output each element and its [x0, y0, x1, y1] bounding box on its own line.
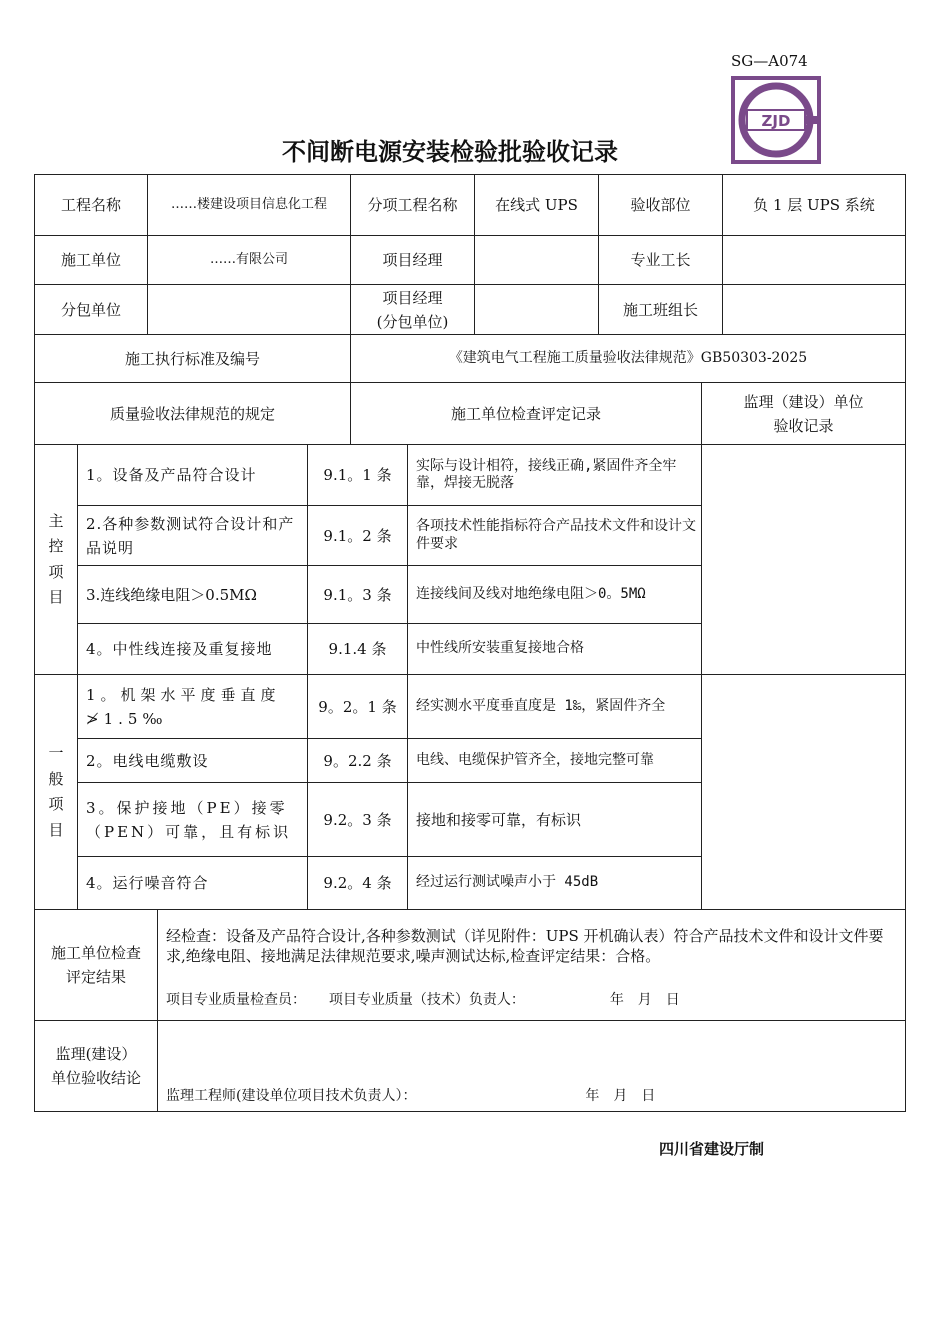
result-signature-row — [166, 991, 897, 1010]
sub-pm-label — [351, 285, 475, 335]
team-leader-value — [723, 285, 906, 335]
main-item-3: 3.连线绝缘电阻＞0.5MΩ — [78, 566, 308, 624]
main-supervision-cell — [702, 445, 906, 675]
general-clause-3: 9.2。3 条 — [308, 783, 408, 857]
project-name-value: ……楼建设项目信息化工程 — [148, 175, 351, 236]
form-code: SG—A074 — [731, 52, 808, 70]
supervision-label: 监理(建设） 单位验收结论 — [35, 1021, 158, 1112]
header-table — [34, 174, 906, 383]
general-record-2: 电线、电缆保护管齐全，接地完整可靠 — [408, 739, 702, 783]
supervision-header-line2: 验收记录 — [773, 416, 834, 435]
column-header-table — [34, 382, 906, 445]
supervision-signature-row — [166, 1085, 897, 1107]
main-record-1: 实际与设计相符，接线正确,紧固件齐全牢靠，焊接无脱落 — [408, 445, 702, 506]
check-column-header: 施工单位检查评定记录 — [351, 383, 702, 445]
subcontractor-label: 分包单位 — [35, 285, 148, 335]
main-item-2: 2.各种参数测试符合设计和产品说明 — [78, 506, 308, 566]
general-record-1: 经实测水平度垂直度是 1‰，紧固件齐全 — [408, 675, 702, 739]
standard-label: 施工执行标准及编号 — [35, 335, 351, 383]
main-record-4: 中性线所安装重复接地合格 — [408, 624, 702, 675]
main-clause-3: 9.1。3 条 — [308, 566, 408, 624]
pm-value — [475, 236, 599, 285]
main-record-2: 各项技术性能指标符合产品技术文件和设计文件要求 — [408, 506, 702, 566]
main-items-label: 主 控 项 目 — [35, 445, 78, 675]
logo-text: ZJD — [761, 112, 791, 130]
sub-pm-label-line1: 项目经理 — [382, 288, 443, 307]
general-clause-1: 9。2。1 条 — [308, 675, 408, 739]
standard-value: 《建筑电气工程施工质量验收法律规范》GB50303-2025 — [351, 335, 906, 383]
project-name-label: 工程名称 — [35, 175, 148, 236]
supervision-column-header — [702, 383, 906, 445]
contractor-label: 施工单位 — [35, 236, 148, 285]
part-label: 验收部位 — [599, 175, 723, 236]
sub-pm-value — [475, 285, 599, 335]
sub-pm-label-line2: (分包单位) — [376, 312, 449, 331]
main-clause-1: 9.1。1 条 — [308, 445, 408, 506]
general-clause-2: 9。2.2 条 — [308, 739, 408, 783]
team-leader-label: 施工班组长 — [599, 285, 723, 335]
general-item-2: 2。电线电缆敷设 — [78, 739, 308, 783]
subcontractor-value — [148, 285, 351, 335]
conclusion-table — [34, 909, 906, 1112]
general-item-1: 1。机架水平度垂直度≯1.5‰ — [78, 675, 308, 739]
main-clause-4: 9.1.4 条 — [308, 624, 408, 675]
main-item-1: 1。设备及产品符合设计 — [78, 445, 308, 506]
general-item-4: 4。运行噪音符合 — [78, 857, 308, 910]
foreman-value — [723, 236, 906, 285]
supervision-cell — [158, 1021, 906, 1112]
general-clause-4: 9.2。4 条 — [308, 857, 408, 910]
inspector-label: 项目专业质量检查员： — [166, 991, 306, 1008]
general-record-3: 接地和接零可靠，有标识 — [408, 783, 702, 857]
result-label: 施工单位检查 评定结果 — [35, 910, 158, 1021]
tech-lead-label: 项目专业质量（技术）负责人： — [328, 991, 525, 1008]
supervision-date: 年 月 日 — [585, 1087, 656, 1104]
general-items-label: 一 般 项 目 — [35, 675, 78, 910]
table-row — [35, 675, 906, 739]
spec-column-header: 质量验收法律规范的规定 — [35, 383, 351, 445]
page-title: 不间断电源安装检验批验收记录 — [282, 138, 618, 166]
subitem-label: 分项工程名称 — [351, 175, 475, 236]
general-item-3: 3。保护接地（PE）接零（PEN）可靠，且有标识 — [78, 783, 308, 857]
result-date: 年 月 日 — [609, 991, 680, 1008]
general-supervision-cell — [702, 675, 906, 910]
foreman-label: 专业工长 — [599, 236, 723, 285]
main-record-3: 连接线间及线对地绝缘电阻＞0。5MΩ — [408, 566, 702, 624]
engineer-label: 监理工程师(建设单位项目技术负责人）： — [166, 1087, 417, 1104]
table-row — [35, 445, 906, 506]
issuer-footer: 四川省建设厅制 — [659, 1140, 765, 1158]
contractor-value: ……有限公司 — [148, 236, 351, 285]
supervision-header-line1: 监理（建设）单位 — [743, 392, 864, 411]
part-value: 负 1 层 UPS 系统 — [723, 175, 906, 236]
items-table — [34, 444, 906, 910]
subitem-value: 在线式 UPS — [475, 175, 599, 236]
main-item-4: 4。中性线连接及重复接地 — [78, 624, 308, 675]
result-cell — [158, 910, 906, 1021]
general-record-4: 经过运行测试噪声小于 45dB — [408, 857, 702, 910]
pm-label: 项目经理 — [351, 236, 475, 285]
main-clause-2: 9.1。2 条 — [308, 506, 408, 566]
result-text: 经检查：设备及产品符合设计,各种参数测试（详见附件：UPS 开机确认表）符合产品技术文件和设计文件要求,绝缘电阻、接地满足法律规范要求,噪声测试达标,检查评定结果：合格。 — [166, 927, 884, 966]
